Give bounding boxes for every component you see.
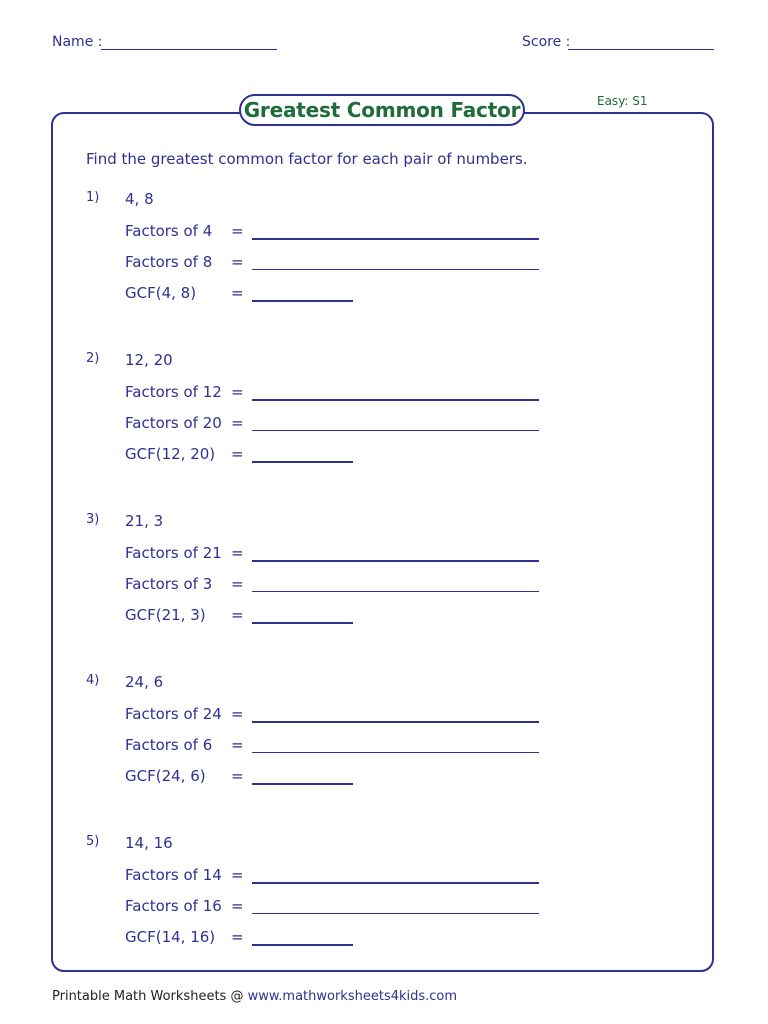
problem-3 xyxy=(0,512,768,652)
equals-sign: = xyxy=(231,736,244,754)
equals-sign: = xyxy=(231,445,244,463)
number-pair: 12, 20 xyxy=(125,351,173,369)
equals-sign: = xyxy=(231,606,244,624)
equals-sign: = xyxy=(231,767,244,785)
number-pair: 24, 6 xyxy=(125,673,164,691)
gcf-label: GCF(12, 20) xyxy=(125,445,216,463)
factors-a-row xyxy=(0,383,768,405)
gcf-answer-line[interactable] xyxy=(252,783,353,785)
factors-b-row xyxy=(0,253,768,275)
factors-a-row xyxy=(0,222,768,244)
gcf-row xyxy=(0,606,768,628)
problem-5 xyxy=(0,834,768,974)
factors-b-answer-line[interactable] xyxy=(252,269,539,270)
problem-1 xyxy=(0,190,768,330)
equals-sign: = xyxy=(231,928,244,946)
equals-sign: = xyxy=(231,253,244,271)
gcf-row xyxy=(0,284,768,306)
problem-number: 1) xyxy=(86,190,100,205)
factors-a-answer-line[interactable] xyxy=(252,560,539,562)
footer-link[interactable]: www.mathworksheets4kids.com xyxy=(247,989,458,1004)
gcf-row xyxy=(0,767,768,789)
gcf-label: GCF(14, 16) xyxy=(125,928,216,946)
factors-b-label: Factors of 6 xyxy=(125,736,213,754)
equals-sign: = xyxy=(231,866,244,884)
factors-a-answer-line[interactable] xyxy=(252,399,539,401)
equals-sign: = xyxy=(231,897,244,915)
gcf-answer-line[interactable] xyxy=(252,622,353,624)
factors-b-answer-line[interactable] xyxy=(252,591,539,592)
equals-sign: = xyxy=(231,222,244,240)
problem-number: 3) xyxy=(86,512,100,527)
gcf-answer-line[interactable] xyxy=(252,300,353,302)
gcf-label: GCF(24, 6) xyxy=(125,767,206,785)
factors-b-answer-line[interactable] xyxy=(252,430,539,431)
factors-b-answer-line[interactable] xyxy=(252,752,539,753)
gcf-row xyxy=(0,445,768,467)
factors-b-answer-line[interactable] xyxy=(252,913,539,914)
problem-number: 5) xyxy=(86,834,100,849)
equals-sign: = xyxy=(231,544,244,562)
factors-a-row xyxy=(0,866,768,888)
factors-a-answer-line[interactable] xyxy=(252,238,539,240)
equals-sign: = xyxy=(231,575,244,593)
name-label: Name : xyxy=(52,34,103,50)
name-field[interactable] xyxy=(101,49,277,50)
factors-b-label: Factors of 16 xyxy=(125,897,222,915)
factors-a-row xyxy=(0,705,768,727)
problem-number: 2) xyxy=(86,351,100,366)
equals-sign: = xyxy=(231,284,244,302)
footer-text: Printable Math Worksheets @ xyxy=(52,989,248,1004)
factors-b-row xyxy=(0,736,768,758)
number-pair: 14, 16 xyxy=(125,834,173,852)
number-pair: 4, 8 xyxy=(125,190,154,208)
factors-a-label: Factors of 12 xyxy=(125,383,222,401)
factors-b-label: Factors of 8 xyxy=(125,253,213,271)
factors-b-row xyxy=(0,575,768,597)
problem-4 xyxy=(0,673,768,813)
gcf-label: GCF(4, 8) xyxy=(125,284,197,302)
equals-sign: = xyxy=(231,414,244,432)
factors-a-label: Factors of 4 xyxy=(125,222,213,240)
level-label: Easy: S1 xyxy=(597,94,648,108)
factors-b-row xyxy=(0,897,768,919)
footer xyxy=(52,989,457,1004)
factors-b-label: Factors of 20 xyxy=(125,414,222,432)
instructions: Find the greatest common factor for each pair of numbers. xyxy=(86,150,528,168)
factors-a-row xyxy=(0,544,768,566)
worksheet-title: Greatest Common Factor xyxy=(243,98,521,122)
score-field[interactable] xyxy=(568,49,714,50)
equals-sign: = xyxy=(231,705,244,723)
factors-b-row xyxy=(0,414,768,436)
equals-sign: = xyxy=(231,383,244,401)
gcf-answer-line[interactable] xyxy=(252,461,353,463)
factors-b-label: Factors of 3 xyxy=(125,575,213,593)
factors-a-label: Factors of 24 xyxy=(125,705,222,723)
score-label: Score : xyxy=(522,34,571,50)
factors-a-label: Factors of 14 xyxy=(125,866,222,884)
gcf-label: GCF(21, 3) xyxy=(125,606,206,624)
title-badge xyxy=(239,94,525,126)
factors-a-answer-line[interactable] xyxy=(252,882,539,884)
problem-number: 4) xyxy=(86,673,100,688)
factors-a-label: Factors of 21 xyxy=(125,544,222,562)
problem-2 xyxy=(0,351,768,491)
gcf-row xyxy=(0,928,768,950)
number-pair: 21, 3 xyxy=(125,512,164,530)
gcf-answer-line[interactable] xyxy=(252,944,353,946)
factors-a-answer-line[interactable] xyxy=(252,721,539,723)
